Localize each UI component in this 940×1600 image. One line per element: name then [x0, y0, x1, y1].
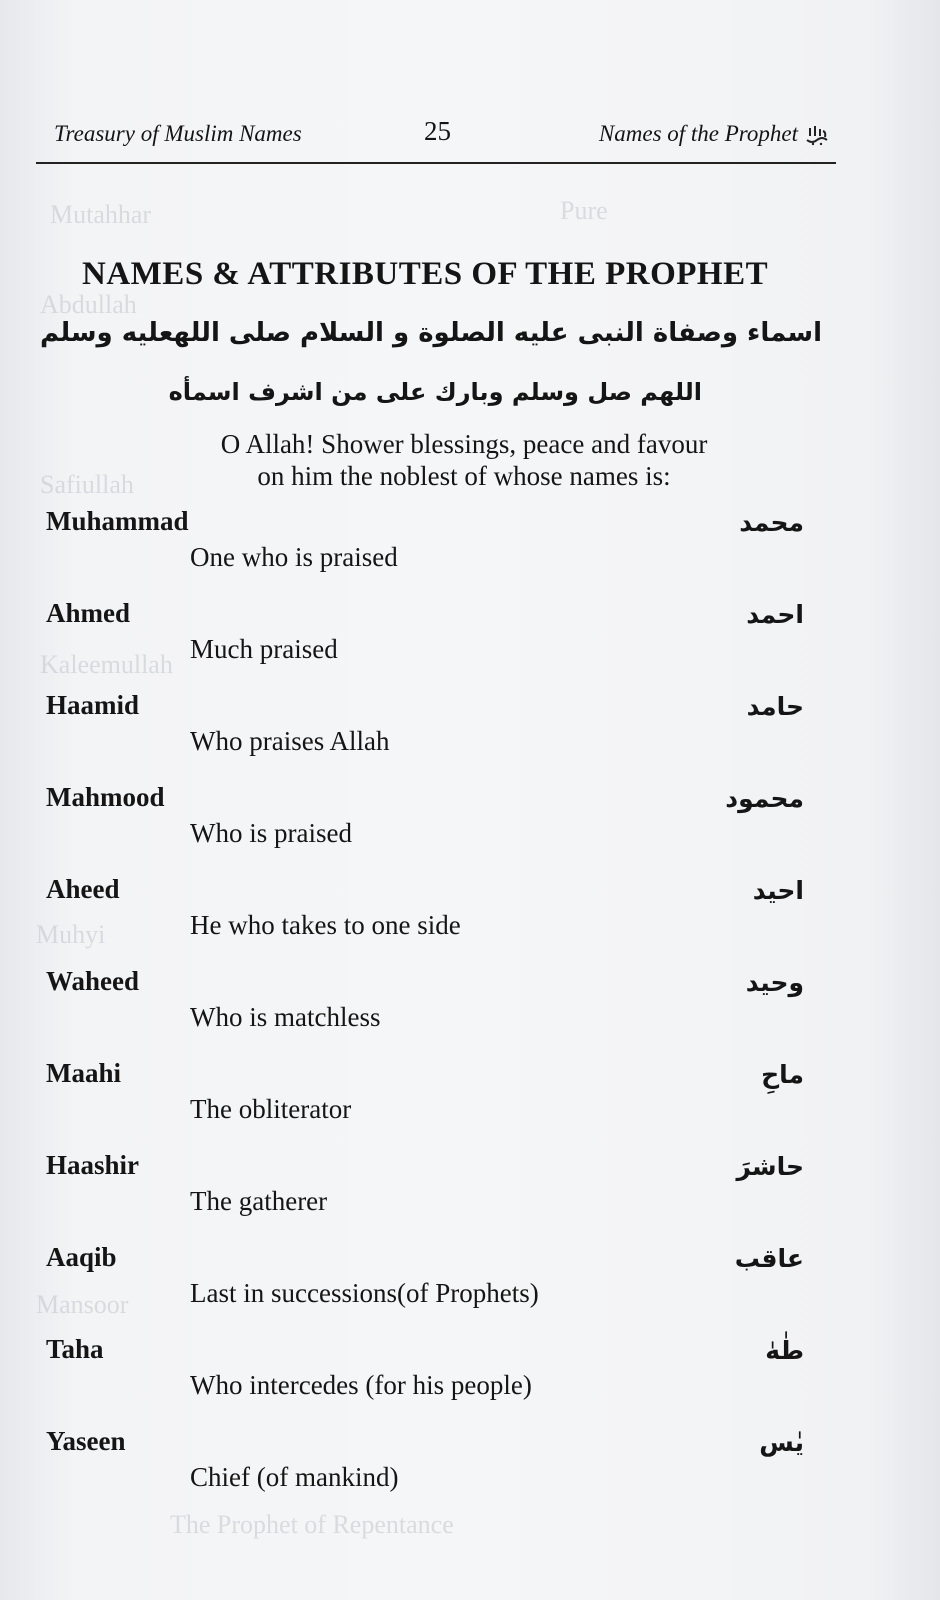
entry-name: Maahi — [46, 1058, 122, 1088]
page-number: 25 — [424, 116, 451, 146]
name-entry — [0, 1242, 940, 1334]
arabic-heading: اسماء وصفاة النبى عليه الصلوة و السلام صلى اللهعليه وسلم — [39, 318, 822, 348]
entry-arabic: حاشرَ — [736, 1152, 804, 1181]
name-entry — [0, 506, 940, 598]
name-entry — [0, 1426, 940, 1518]
entry-name: Aaqib — [46, 1242, 117, 1272]
entry-arabic: احيد — [752, 876, 804, 905]
pbuh-calligraphy-icon — [804, 122, 830, 148]
entry-meaning: Who is matchless — [190, 1002, 381, 1032]
show-through-text: Kaleemullah — [40, 650, 173, 679]
entry-meaning: Who intercedes (for his people) — [190, 1370, 532, 1400]
page-title: NAMES & ATTRIBUTES OF THE PROPHET — [82, 256, 769, 292]
name-entry — [0, 874, 940, 966]
entry-arabic: محمد — [739, 508, 804, 537]
entry-name: Haashir — [46, 1150, 140, 1180]
name-entry — [0, 782, 940, 874]
show-through-text: Muhyi — [36, 920, 106, 949]
name-entry — [0, 966, 940, 1058]
invocation-line: O Allah! Shower blessings, peace and favour — [220, 429, 708, 459]
book-title: Treasury of Muslim Names — [54, 121, 302, 146]
entry-meaning: Chief (of mankind) — [190, 1462, 399, 1492]
show-through-text: Safiullah — [40, 470, 134, 499]
name-entry — [0, 690, 940, 782]
english-invocation — [164, 428, 764, 492]
entry-meaning: The gatherer — [190, 1186, 328, 1216]
chapter-title: Names of the Prophet — [598, 121, 798, 146]
entry-name: Haamid — [46, 690, 140, 720]
entry-meaning: Who is praised — [190, 818, 352, 848]
entry-arabic: يٰس — [759, 1428, 804, 1457]
entry-name: Taha — [46, 1334, 104, 1364]
entry-name: Aheed — [46, 874, 120, 904]
name-entry — [0, 598, 940, 690]
entry-meaning: The obliterator — [190, 1094, 352, 1124]
arabic-prayer: اللهم صل وسلم وبارك على من اشرف اسمأه — [168, 378, 702, 406]
entry-name: Mahmood — [46, 782, 165, 812]
entry-name: Muhammad — [46, 506, 189, 536]
entry-name: Yaseen — [46, 1426, 126, 1456]
entry-arabic: حامد — [746, 692, 804, 721]
name-entry — [0, 1150, 940, 1242]
entry-name: Ahmed — [46, 598, 131, 628]
entry-name: Waheed — [46, 966, 140, 996]
entry-arabic: وحيد — [745, 968, 804, 997]
name-entry — [0, 1058, 940, 1150]
show-through-text: Mutahhar — [50, 200, 152, 229]
entry-meaning: He who takes to one side — [190, 910, 461, 940]
running-header — [36, 112, 836, 164]
name-entry — [0, 1334, 940, 1426]
entry-arabic: احمد — [746, 600, 804, 629]
show-through-text: The Prophet of Repentance — [170, 1510, 454, 1539]
entry-arabic: محمود — [725, 784, 804, 813]
entry-arabic: ماحِ — [761, 1060, 804, 1089]
show-through-text: Mansoor — [36, 1290, 129, 1319]
invocation-line: on him the noblest of whose names is: — [257, 461, 671, 491]
show-through-text: Pure — [560, 196, 608, 225]
entry-meaning: Much praised — [190, 634, 338, 664]
entry-arabic: عاقب — [734, 1244, 804, 1273]
entry-arabic: طٰهٰ — [765, 1336, 804, 1365]
entry-meaning: One who is praised — [190, 542, 398, 572]
show-through-text: Abdullah — [40, 290, 137, 319]
entry-meaning: Last in successions(of Prophets) — [190, 1278, 539, 1308]
entry-meaning: Who praises Allah — [190, 726, 390, 756]
